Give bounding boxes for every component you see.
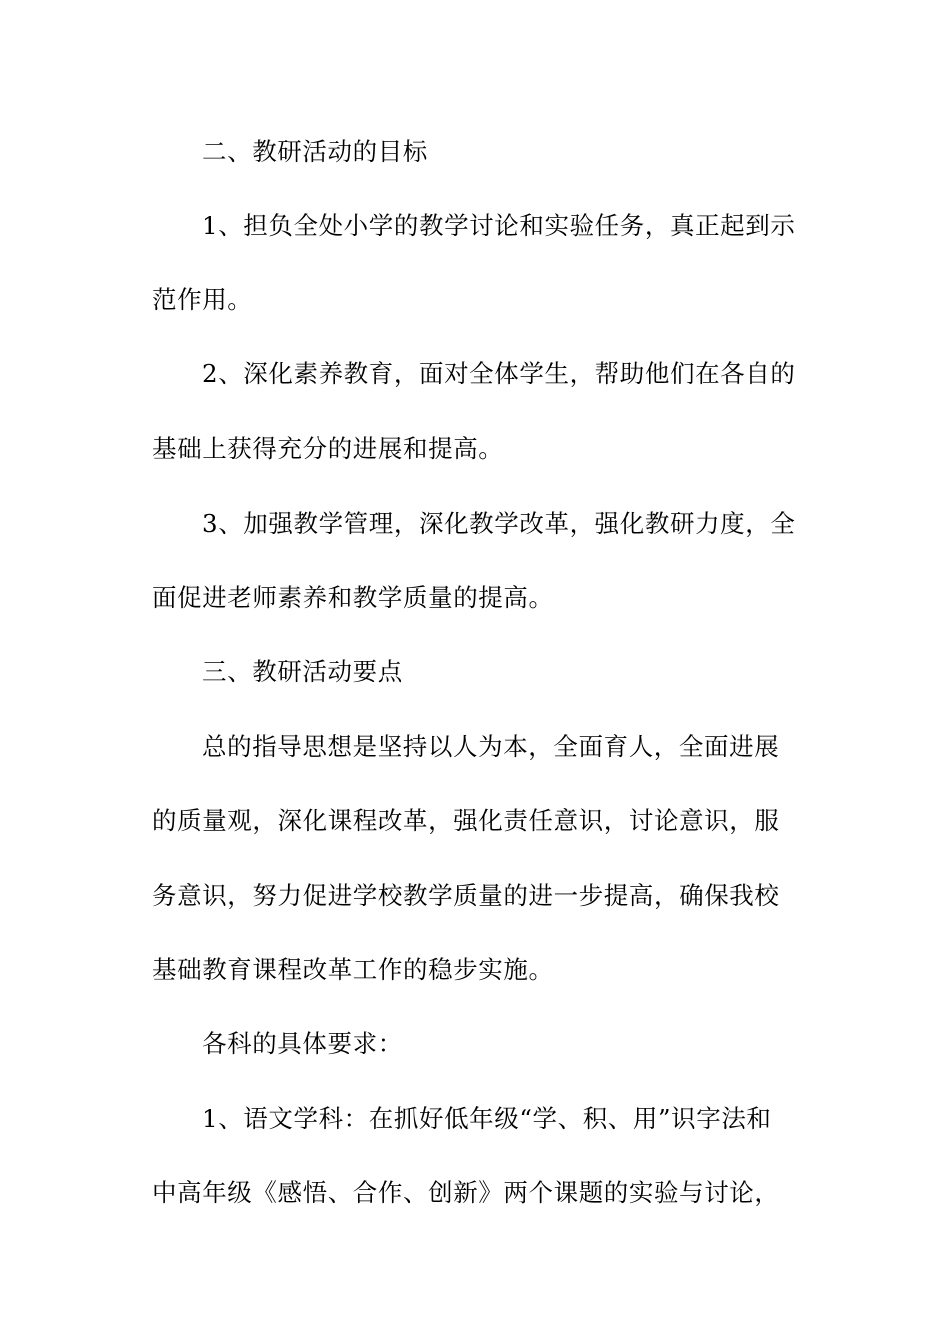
paragraph-line: 基础上获得充分的进展和提高。 <box>152 434 504 463</box>
paragraph-line: 总的指导思想是坚持以人为本，全面育人，全面进展 <box>202 732 780 761</box>
paragraph-line: 基础教育课程改革工作的稳步实施。 <box>152 955 554 984</box>
paragraph-line: 的质量观，深化课程改革，强化责任意识，讨论意识，服 <box>152 806 780 835</box>
paragraph-line: 1、担负全处小学的教学讨论和实验任务，真正起到示 <box>202 211 796 240</box>
paragraph-line: 面促进老师素养和教学质量的提高。 <box>152 583 554 612</box>
paragraph-line: 务意识，努力促进学校教学质量的进一步提高，确保我校 <box>152 881 780 910</box>
paragraph-line: 2、深化素养教育，面对全体学生，帮助他们在各自的 <box>202 359 796 388</box>
section-heading-key-points: 三、教研活动要点 <box>202 657 403 686</box>
paragraph-line: 中高年级《感悟、合作、创新》两个课题的实验与讨论， <box>152 1178 780 1207</box>
paragraph-line: 1、语文学科：在抓好低年级“学、积、用”识字法和 <box>202 1104 772 1133</box>
paragraph-line: 各科的具体要求： <box>202 1029 403 1058</box>
paragraph-line: 范作用。 <box>152 285 253 314</box>
paragraph-line: 3、加强教学管理，深化教学改革，强化教研力度，全 <box>202 509 796 538</box>
section-heading-goals: 二、教研活动的目标 <box>202 137 428 166</box>
